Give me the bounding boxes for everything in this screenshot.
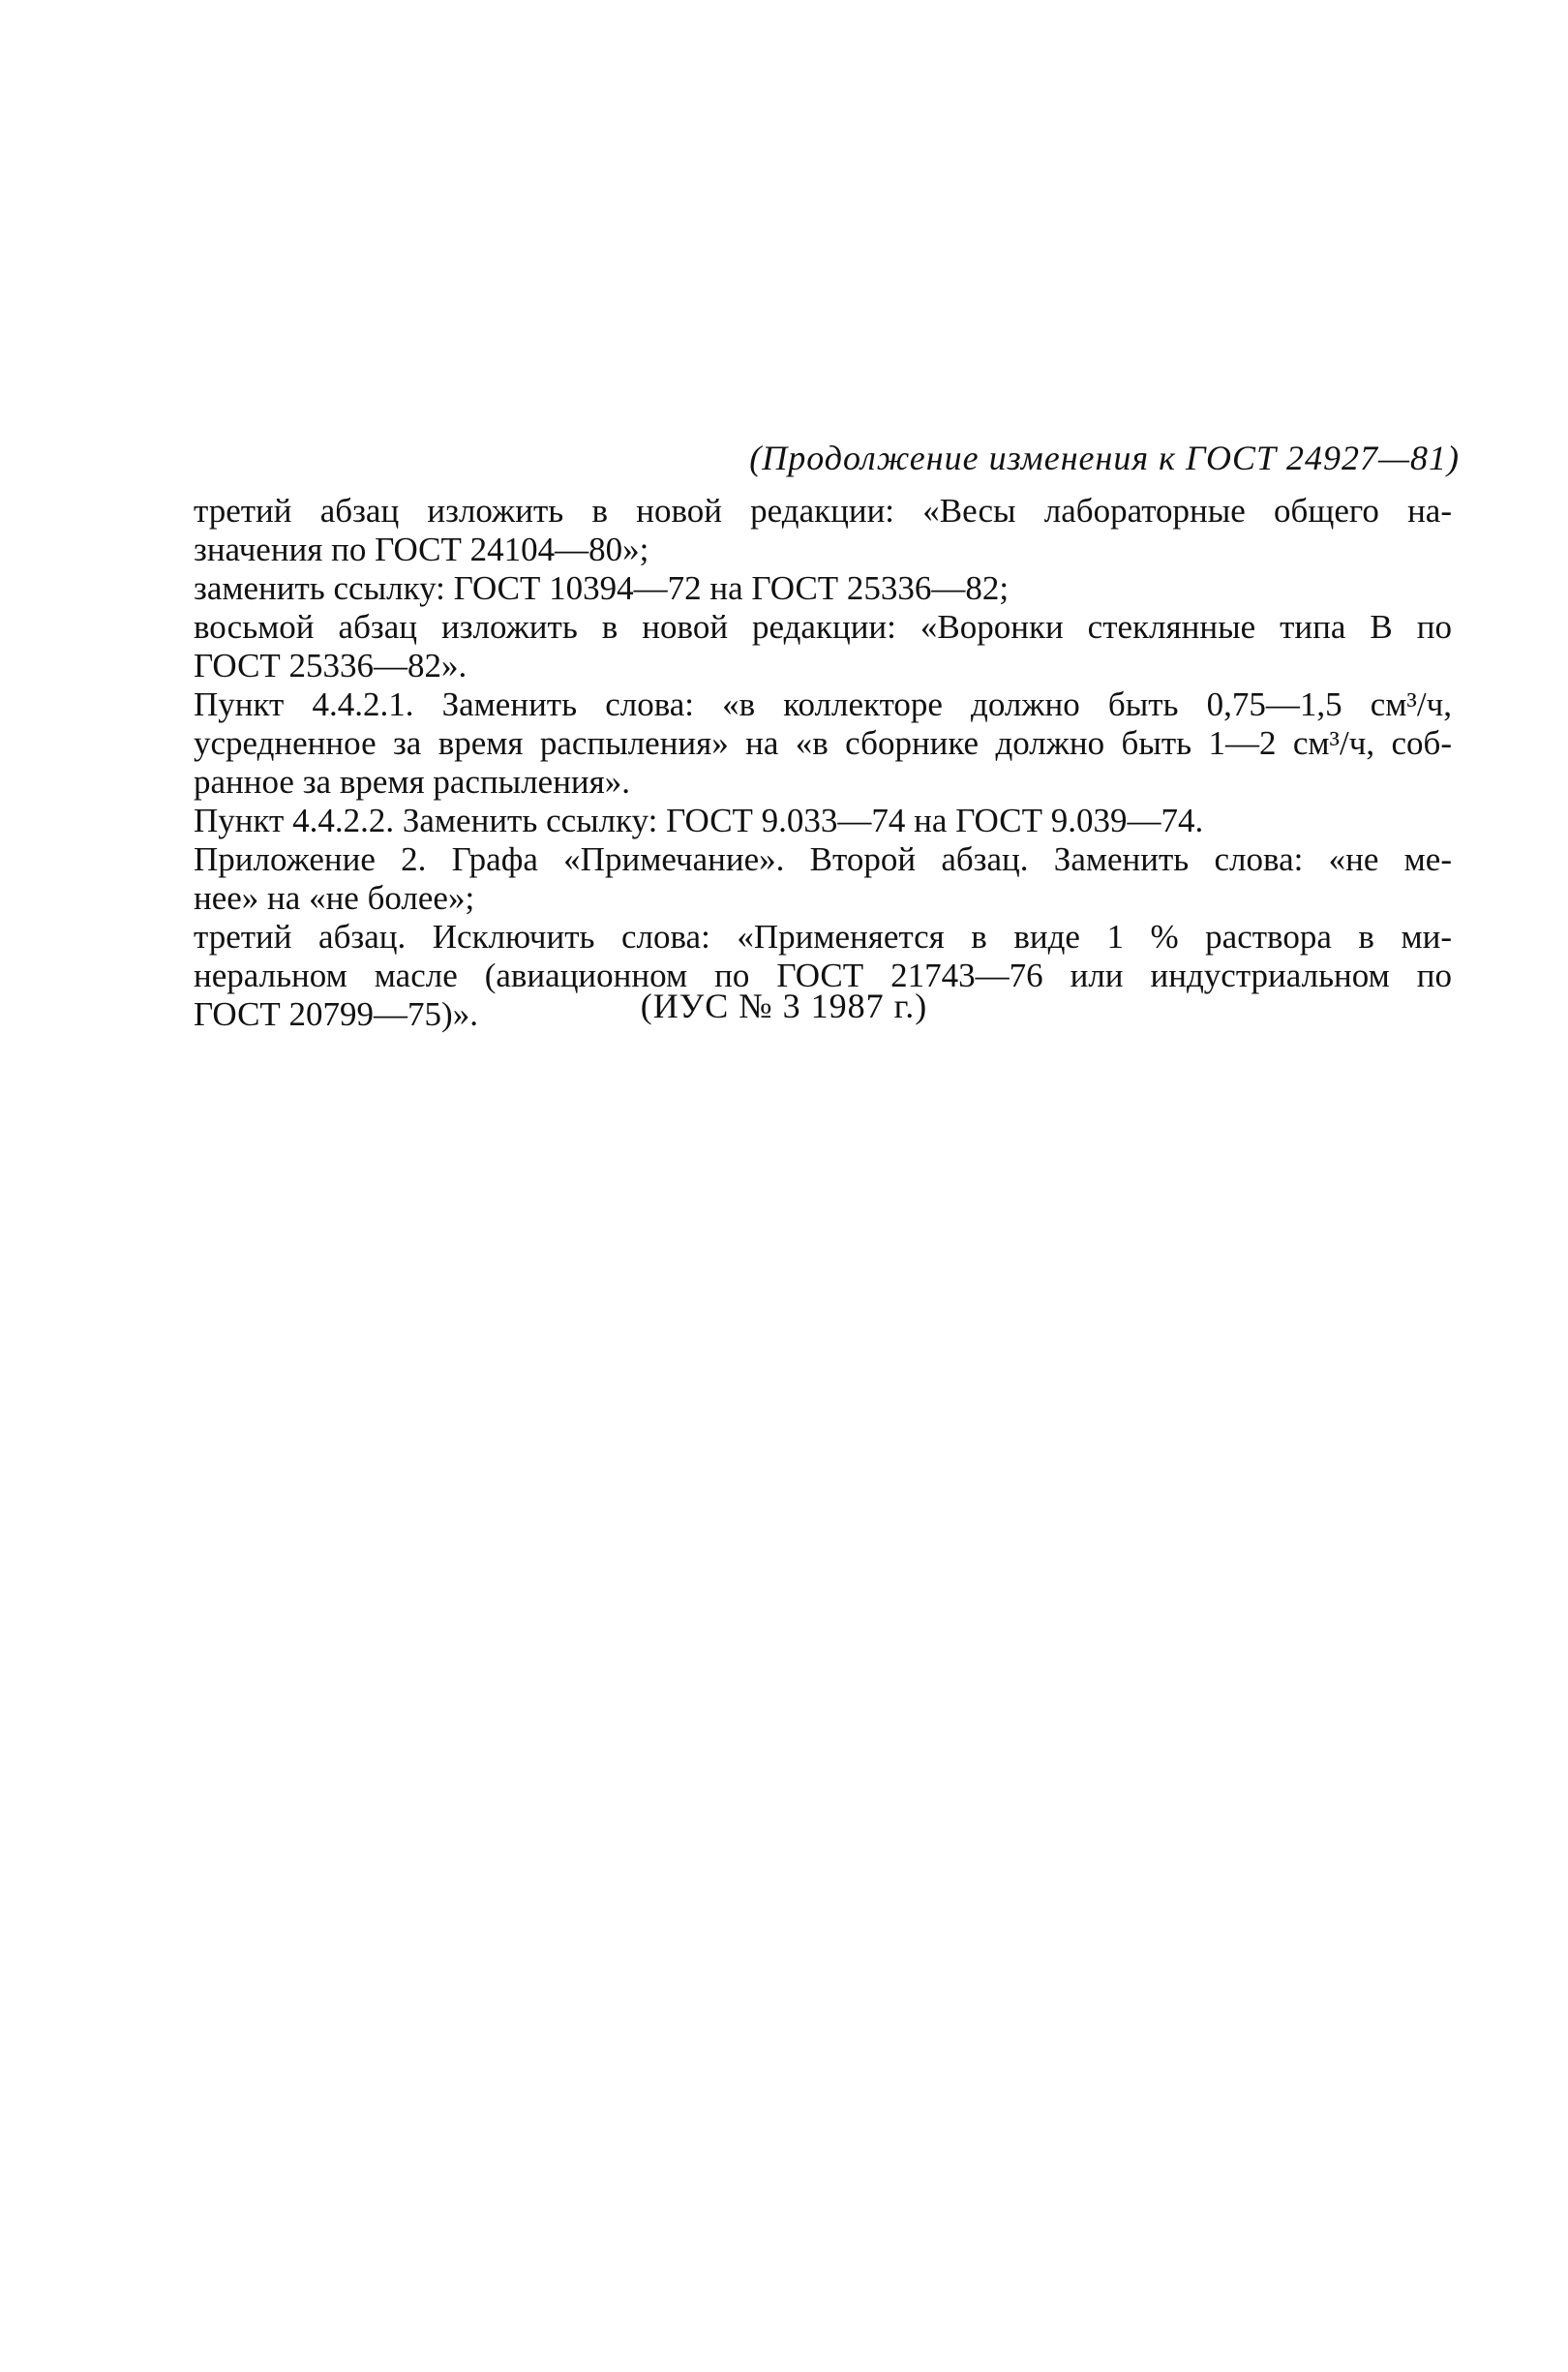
- text-line: значения по ГОСТ 24104—80»;: [194, 531, 649, 568]
- text-line: усредненное за время распыления» на «в сборнике должно быть 1—2 см³/ч, соб-: [194, 724, 1452, 762]
- text-line: заменить ссылку: ГОСТ 10394—72 на ГОСТ 25336—82;: [194, 569, 1010, 607]
- text-line: ГОСТ 25336—82».: [194, 647, 467, 684]
- text-line: ГОСТ 20799—75)».: [194, 995, 478, 1033]
- text-line: Пункт 4.4.2.2. Заменить ссылку: ГОСТ 9.033—74 на ГОСТ 9.039—74.: [194, 802, 1204, 839]
- text-line: третий абзац изложить в новой редакции: «Весы лабораторные общего на-: [194, 492, 1452, 530]
- text-line: ранное за время распыления».: [194, 763, 631, 801]
- text-line: неральном масле (авиационном по ГОСТ 21743—76 или индустриальном по: [194, 957, 1452, 994]
- text-line: нее» на «не более»;: [194, 879, 475, 917]
- text-line: восьмой абзац изложить в новой редакции: «Воронки стеклянные типа В по: [194, 608, 1452, 646]
- text-line: Приложение 2. Графа «Примечание». Второй абзац. Заменить слова: «не ме-: [194, 840, 1452, 878]
- publication-reference: (ИУС № 3 1987 г.): [640, 987, 928, 1025]
- amendment-text: [194, 492, 1452, 1034]
- text-line: третий абзац. Исключить слова: «Применяется в виде 1 % раствора в ми-: [194, 918, 1452, 956]
- continuation-header: (Продолжение изменения к ГОСТ 24927—81): [749, 439, 1460, 477]
- text-line: Пункт 4.4.2.1. Заменить слова: «в коллекторе должно быть 0,75—1,5 см³/ч,: [194, 685, 1452, 723]
